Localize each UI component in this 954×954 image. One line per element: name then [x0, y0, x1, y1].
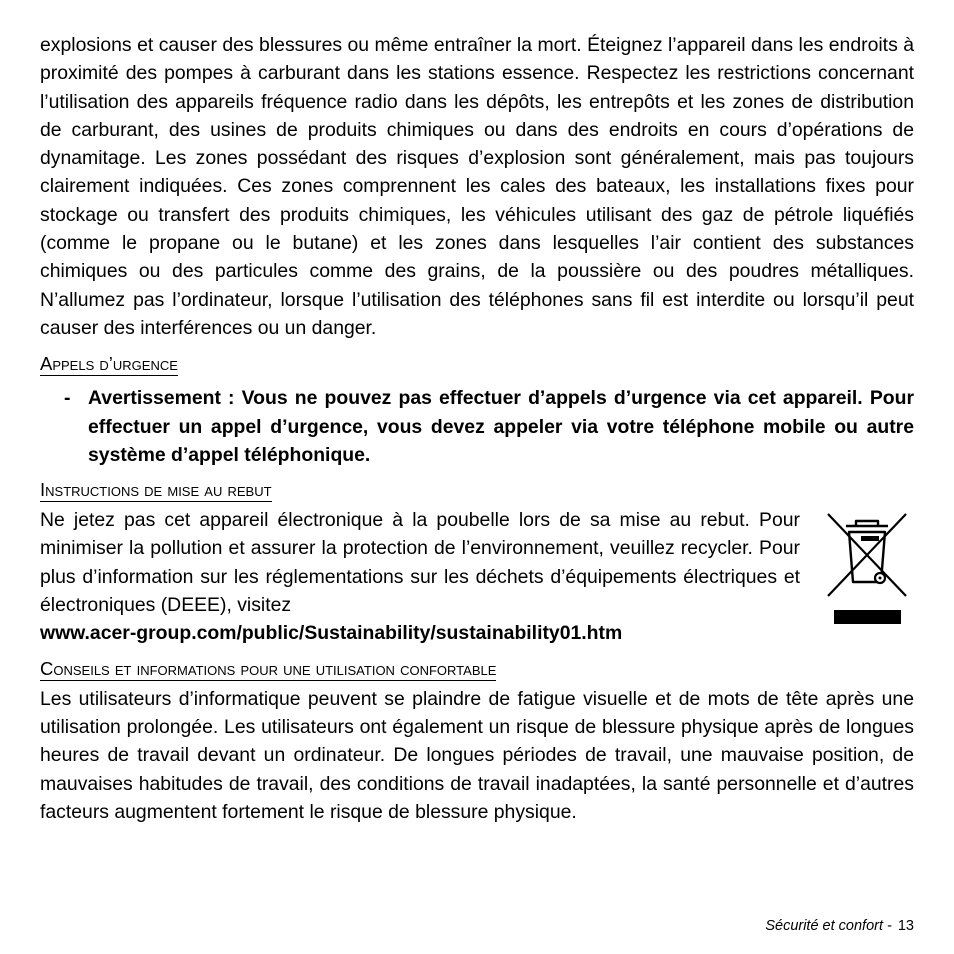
disposal-text-column	[40, 506, 800, 647]
comfort-heading: Conseils et informations pour une utilisation confortable	[40, 657, 497, 679]
disposal-url-link[interactable]: www.acer-group.com/public/Sustainability/sustainability01.htm	[40, 622, 623, 645]
disposal-block	[40, 506, 914, 647]
crossed-out-wheelie-bin-icon	[826, 512, 908, 630]
footer-label: Sécurité et confort -	[765, 918, 892, 934]
page-footer	[765, 917, 914, 935]
comfort-section	[40, 658, 914, 681]
emergency-warning-text: Avertissement : Vous ne pouvez pas effectuer d’appels d’urgence via cet appareil. Pour effectuer un appel d’urgence, vous devez appeler via votre téléphone mobile ou autre système d’appel téléphonique.	[88, 387, 914, 466]
disposal-heading: Instructions de mise au rebut	[40, 479, 272, 501]
intro-paragraph: explosions et causer des blessures ou même entraîner la mort. Éteignez l’appareil dans les endroits à proximité des pompes à carburant dans les stations essence. Respectez les restrictions concernant l’utilisation des appareils fréquence radio dans les dépôts, les entrepôts et les zones de distribution de carburant, des usines de produits chimiques ou dans des endroits en cours d’opérations de dynamitage. Les zones possédant des risques d’explosion sont généralement, mais pas toujours clairement indiquées. Ces zones comprennent les cales des bateaux, les installations fixes pour stockage ou transfert des produits chimiques, les véhicules utilisant des gaz de pétrole liquéfiés (comme le propane ou le butane) et les zones dans lesquelles l’air contient des substances chimiques ou des particules comme des grains, de la poussière ou des poudres métalliques. N’allumez pas l’ordinateur, lorsque l’utilisation des téléphones sans fil est interdite ou lorsqu’il peut causer des interférences ou un danger.	[40, 34, 914, 339]
document-page	[40, 31, 914, 826]
emergency-heading: Appels d’urgence	[40, 353, 178, 375]
page-number: 13	[897, 918, 914, 934]
disposal-section	[40, 479, 914, 502]
bullet-dash: -	[64, 387, 71, 410]
emergency-section	[40, 353, 914, 376]
disposal-paragraph: Ne jetez pas cet appareil électronique à la poubelle lors de sa mise au rebut. Pour minimiser la pollution et assurer la protection de l’environnement, veuillez recycler. Pour plus d’information sur les réglementations sur les déchets d’équipements électriques et électroniques (DEEE), visitez	[40, 509, 800, 617]
emergency-warning	[40, 384, 914, 469]
comfort-paragraph: Les utilisateurs d’informatique peuvent se plaindre de fatigue visuelle et de mots de tête après une utilisation prolongée. Les utilisateurs ont également un risque de blessure physique après de longues heures de travail devant un ordinateur. De longues périodes de travail, une mauvaise position, de mauvaises habitudes de travail, des conditions de travail inadaptées, la santé personnelle et d’autres facteurs augmentent fortement le risque de blessure physique.	[40, 687, 914, 823]
